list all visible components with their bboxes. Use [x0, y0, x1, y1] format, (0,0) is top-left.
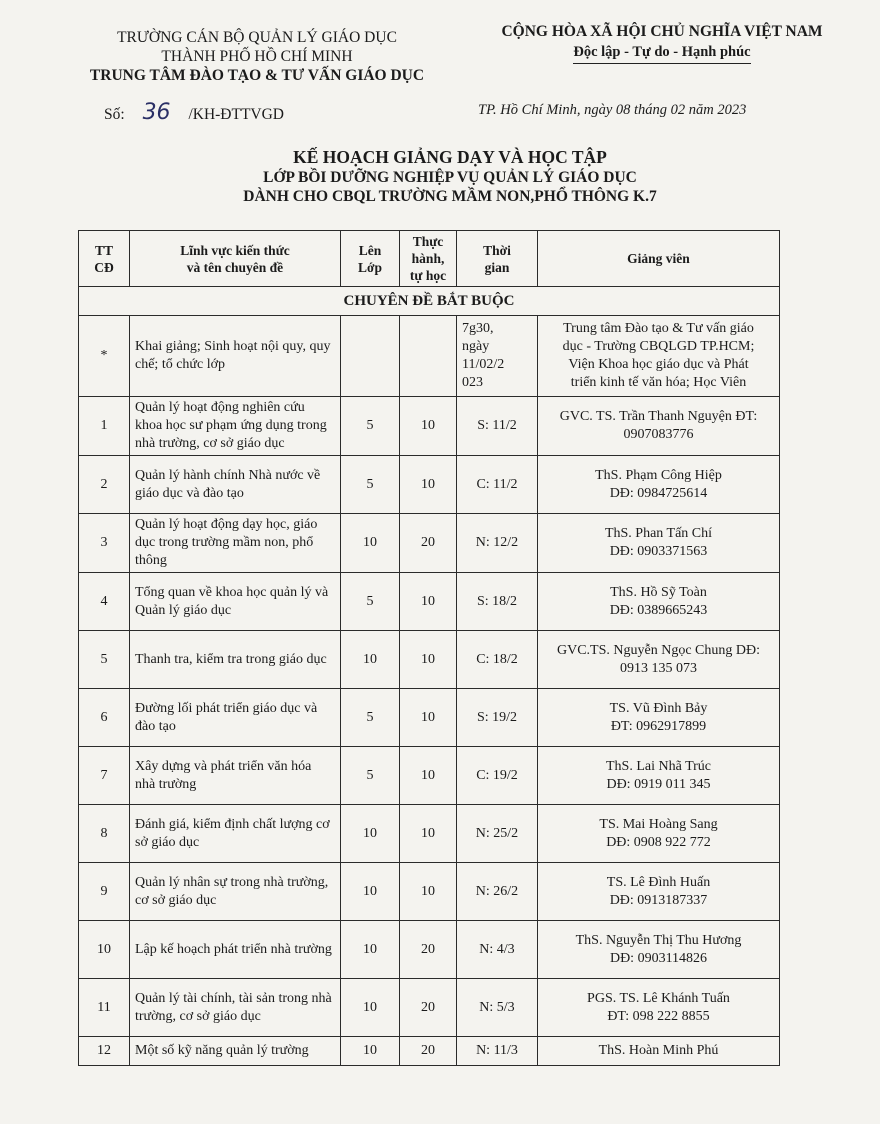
- cell-tt: 9: [79, 863, 130, 921]
- cell-thuc-hanh: [400, 316, 457, 397]
- lecturer-phone: ĐT: 098 222 8855: [607, 1008, 710, 1024]
- lecturer-name: GVC. TS. Trần Thanh Nguyện ĐT:: [559, 409, 758, 424]
- cell-tt: 3: [79, 514, 130, 573]
- section-title: CHUYÊN ĐỀ BẮT BUỘC: [79, 287, 780, 316]
- header-thoi-gian: [457, 231, 538, 287]
- cell-lecturer: [538, 805, 780, 863]
- table-row: [79, 514, 780, 573]
- document-number: [104, 100, 284, 125]
- cell-topic: Thanh tra, kiểm tra trong giáo dục: [130, 631, 341, 689]
- cell-lecturer: [538, 921, 780, 979]
- time-line: 11/02/2: [462, 357, 505, 372]
- issuer-header: [62, 28, 452, 85]
- lecturer-phone: DĐ: 0913187337: [609, 892, 708, 908]
- lecturer-line: dục - Trường CBQLGD TP.HCM;: [562, 339, 755, 354]
- time-line: ngày: [462, 339, 490, 354]
- cell-thuc-hanh: 10: [400, 689, 457, 747]
- doc-number-prefix: Số:: [104, 106, 125, 123]
- cell-topic: Quản lý hành chính Nhà nước về giáo dục và đào tạo: [130, 456, 341, 514]
- cell-time: N: 25/2: [457, 805, 538, 863]
- cell-len-lop: 5: [341, 573, 400, 631]
- cell-thuc-hanh: 20: [400, 1037, 457, 1066]
- cell-tt: *: [79, 316, 130, 397]
- cell-topic: Tổng quan về khoa học quản lý và Quản lý giáo dục: [130, 573, 341, 631]
- cell-len-lop: 5: [341, 747, 400, 805]
- cell-lecturer: [538, 689, 780, 747]
- header-time-line: gian: [484, 259, 510, 275]
- lecturer-name: ThS. Phạm Công Hiệp: [595, 467, 722, 483]
- header-len-line: Lớp: [358, 259, 382, 275]
- table-row: [79, 573, 780, 631]
- cell-topic: Xây dựng và phát triển văn hóa nhà trường: [130, 747, 341, 805]
- header-topic-line: và tên chuyên đề: [186, 259, 284, 275]
- time-line: 7g30,: [462, 321, 494, 336]
- header-th-line: Thực: [412, 234, 444, 249]
- header-time-line: Thời: [483, 242, 511, 258]
- cell-time: N: 5/3: [457, 979, 538, 1037]
- lecturer-phone: DĐ: 0984725614: [609, 485, 708, 501]
- cell-topic: Quản lý hoạt động nghiên cứu khoa học sư phạm ứng dụng trong nhà trường, cơ sở giáo dục: [130, 397, 341, 456]
- cell-tt: 2: [79, 456, 130, 514]
- header-topic: [130, 231, 341, 287]
- doc-number-suffix: /KH-ĐTTVGD: [188, 106, 285, 123]
- cell-thuc-hanh: 10: [400, 863, 457, 921]
- cell-len-lop: 10: [341, 921, 400, 979]
- cell-tt: 10: [79, 921, 130, 979]
- header-th-line: hành,: [411, 251, 445, 266]
- date-place: TP. Hồ Chí Minh, ngày 08 tháng 02 năm 2023: [478, 102, 747, 118]
- table-row: [79, 689, 780, 747]
- cell-len-lop: 10: [341, 863, 400, 921]
- cell-time: [457, 316, 538, 397]
- header-topic-line: Lĩnh vực kiến thức: [180, 242, 290, 258]
- table-row: [79, 747, 780, 805]
- header-th-line: tự học: [409, 268, 447, 283]
- cell-lecturer: [538, 456, 780, 514]
- cell-len-lop: 10: [341, 1037, 400, 1066]
- cell-time: S: 19/2: [457, 689, 538, 747]
- header-giang-vien: Giảng viên: [538, 231, 780, 287]
- cell-len-lop: 5: [341, 689, 400, 747]
- cell-len-lop: 5: [341, 456, 400, 514]
- cell-topic: Khai giảng; Sinh hoạt nội quy, quy chế; tổ chức lớp: [130, 316, 341, 397]
- lecturer-phone: DĐ: 0903371563: [609, 544, 708, 559]
- table-row: [79, 456, 780, 514]
- cell-len-lop: 5: [341, 397, 400, 456]
- cell-topic: Đường lối phát triển giáo dục và đào tạo: [130, 689, 341, 747]
- lecturer-name: TS. Lê Đình Huấn: [606, 874, 711, 890]
- lecturer-name: ThS. Hồ Sỹ Toàn: [610, 584, 707, 600]
- lecturer-phone: DĐ: 0919 011 345: [606, 776, 711, 792]
- cell-thuc-hanh: 10: [400, 747, 457, 805]
- cell-thuc-hanh: 10: [400, 631, 457, 689]
- lecturer-phone: ĐT: 0962917899: [610, 718, 707, 734]
- schedule-table: [78, 230, 780, 1066]
- cell-lecturer: [538, 397, 780, 456]
- cell-topic: Quản lý hoạt động dạy học, giáo dục trong trường mầm non, phổ thông: [130, 514, 341, 573]
- table-row: [79, 397, 780, 456]
- lecturer-line: Viện Khoa học giáo dục và Phát: [568, 357, 749, 372]
- lecturer-name: ThS. Phan Tấn Chí: [604, 526, 713, 541]
- cell-tt: 1: [79, 397, 130, 456]
- cell-topic: Lập kế hoạch phát triển nhà trường: [130, 921, 341, 979]
- cell-lecturer: [538, 747, 780, 805]
- table-row-opening: [79, 316, 780, 397]
- cell-thuc-hanh: 20: [400, 979, 457, 1037]
- title-line-1: KẾ HOẠCH GIẢNG DẠY VÀ HỌC TẬP: [293, 147, 607, 167]
- cell-time: N: 11/3: [457, 1037, 538, 1066]
- cell-thuc-hanh: 20: [400, 514, 457, 573]
- cell-time: N: 26/2: [457, 863, 538, 921]
- lecturer-name: TS. Vũ Đình Bảy: [609, 700, 708, 716]
- lecturer-name: ThS. Nguyễn Thị Thu Hương: [575, 932, 742, 948]
- cell-topic: Một số kỹ năng quản lý trường: [130, 1037, 341, 1066]
- cell-tt: 8: [79, 805, 130, 863]
- cell-topic: Quản lý nhân sự trong nhà trường, cơ sở giáo dục: [130, 863, 341, 921]
- time-line: 023: [462, 375, 483, 390]
- title-line-3: DÀNH CHO CBQL TRƯỜNG MẦM NON,PHỔ THÔNG K.7: [243, 188, 657, 205]
- cell-time: N: 12/2: [457, 514, 538, 573]
- issuer-line-2: THÀNH PHỐ HỒ CHÍ MINH: [161, 48, 353, 65]
- document-title: [60, 146, 840, 206]
- table-row-last: [79, 1037, 780, 1066]
- cell-len-lop: 10: [341, 979, 400, 1037]
- table-header-row: [79, 231, 780, 287]
- doc-number-handwritten: 36: [142, 100, 171, 125]
- lecturer-name: PGS. TS. Lê Khánh Tuấn: [587, 990, 730, 1006]
- lecturer-phone: DĐ: 0903114826: [609, 950, 708, 966]
- cell-lecturer: [538, 316, 780, 397]
- header-tt: [79, 231, 130, 287]
- table-row: [79, 921, 780, 979]
- cell-time: S: 18/2: [457, 573, 538, 631]
- lecturer-name: GVC.TS. Nguyễn Ngọc Chung DĐ:: [557, 642, 760, 658]
- issuer-line-3: TRUNG TÂM ĐÀO TẠO & TƯ VẤN GIÁO DỤC: [89, 67, 425, 84]
- header-len-lop: [341, 231, 400, 287]
- cell-len-lop: 10: [341, 631, 400, 689]
- section-row: [79, 287, 780, 316]
- cell-tt: 7: [79, 747, 130, 805]
- lecturer-phone: 0907083776: [623, 427, 694, 442]
- cell-topic: Quản lý tài chính, tài sản trong nhà trường, cơ sở giáo dục: [130, 979, 341, 1037]
- cell-topic: Đánh giá, kiểm định chất lượng cơ sở giáo dục: [130, 805, 341, 863]
- table-row: [79, 805, 780, 863]
- cell-lecturer: [538, 514, 780, 573]
- lecturer-phone: 0913 135 073: [620, 660, 697, 676]
- cell-lecturer: [538, 979, 780, 1037]
- cell-time: C: 11/2: [457, 456, 538, 514]
- header-tt-line: CĐ: [94, 259, 114, 275]
- lecturer-phone: DĐ: 0389665243: [609, 602, 708, 618]
- nation-name: CỘNG HÒA XÃ HỘI CHỦ NGHĨA VIỆT NAM: [501, 23, 823, 40]
- cell-lecturer: [538, 631, 780, 689]
- header-len-line: Lên: [358, 242, 382, 258]
- cell-thuc-hanh: 10: [400, 456, 457, 514]
- cell-len-lop: [341, 316, 400, 397]
- cell-len-lop: 10: [341, 514, 400, 573]
- national-header: [462, 22, 862, 64]
- cell-tt: 5: [79, 631, 130, 689]
- cell-lecturer: ThS. Hoàn Minh Phú: [538, 1037, 780, 1066]
- lecturer-name: TS. Mai Hoàng Sang: [599, 816, 718, 832]
- lecturer-name: ThS. Lai Nhã Trúc: [606, 758, 711, 774]
- issuer-line-1: TRƯỜNG CÁN BỘ QUẢN LÝ GIÁO DỤC: [117, 29, 397, 46]
- table-row: [79, 631, 780, 689]
- cell-thuc-hanh: 20: [400, 921, 457, 979]
- cell-time: N: 4/3: [457, 921, 538, 979]
- cell-tt: 6: [79, 689, 130, 747]
- cell-lecturer: [538, 573, 780, 631]
- cell-len-lop: 10: [341, 805, 400, 863]
- cell-thuc-hanh: 10: [400, 397, 457, 456]
- title-line-2: LỚP BỒI DƯỠNG NGHIỆP VỤ QUẢN LÝ GIÁO DỤC: [263, 169, 637, 186]
- lecturer-line: Trung tâm Đào tạo & Tư vấn giáo: [563, 321, 754, 336]
- cell-time: S: 11/2: [457, 397, 538, 456]
- cell-thuc-hanh: 10: [400, 805, 457, 863]
- table-row: [79, 863, 780, 921]
- header-thuc-hanh: [400, 231, 457, 287]
- national-motto: Độc lập - Tự do - Hạnh phúc: [573, 42, 750, 64]
- cell-tt: 12: [79, 1037, 130, 1066]
- cell-time: C: 18/2: [457, 631, 538, 689]
- cell-tt: 4: [79, 573, 130, 631]
- lecturer-phone: DĐ: 0908 922 772: [606, 834, 711, 850]
- cell-tt: 11: [79, 979, 130, 1037]
- table-row: [79, 979, 780, 1037]
- header-tt-line: TT: [94, 242, 113, 258]
- cell-thuc-hanh: 10: [400, 573, 457, 631]
- cell-lecturer: [538, 863, 780, 921]
- lecturer-line: triển kinh tế văn hóa; Học Viên: [570, 375, 747, 390]
- cell-time: C: 19/2: [457, 747, 538, 805]
